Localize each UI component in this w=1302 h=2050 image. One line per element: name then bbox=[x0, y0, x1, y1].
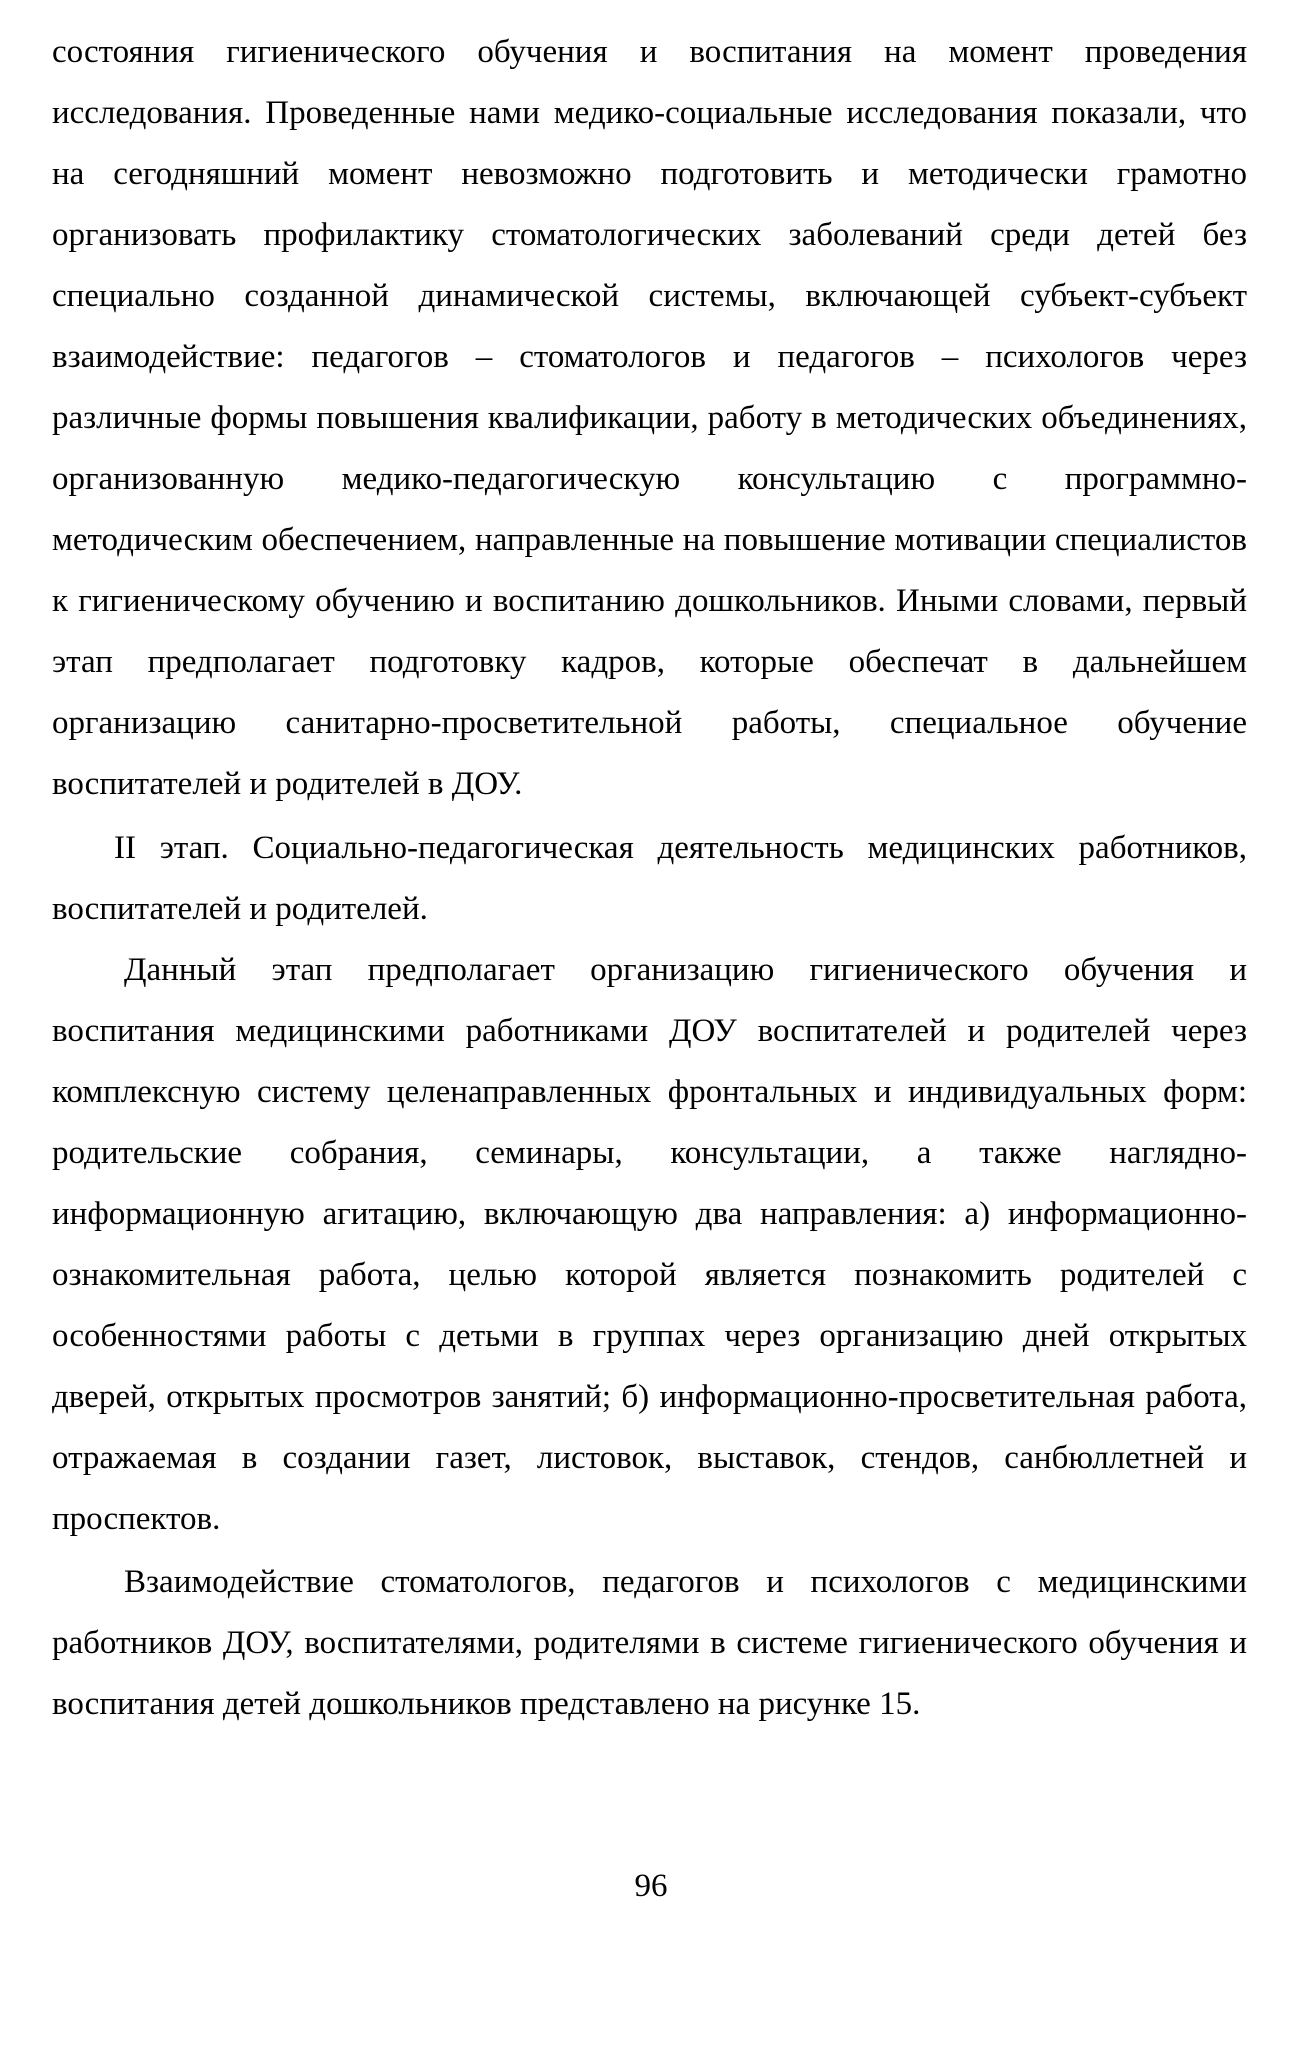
page-number: 96 bbox=[634, 1868, 668, 1904]
paragraph-continuation: состояния гигиенического обучения и воспитания на момент проведения исследования. Проведенные нами медико-социальные исследования показали, что на сегодняшний момент невозможно подготовить и методически грамотно организовать профилактику стоматологических заболеваний среди детей без специально созданной динамической системы, включающей субъект-субъект взаимодействие: педагогов – стоматологов и педагогов – психологов через различные формы повышения квалификации, работу в методических объединениях, организованную медико-педагогическую консультацию с программно-методическим обеспечением, направленные на повышение мотивации специалистов к гигиеническому обучению и воспитанию дошкольников. Иными словами, первый этап предполагает подготовку кадров, которые обеспечат в дальнейшем организацию санитарно-просветительной работы, специальное обучение воспитателей и родителей в ДОУ. bbox=[52, 34, 1247, 802]
paragraph-stage-two-description: Данный этап предполагает организацию гигиенического обучения и воспитания медицинскими работниками ДОУ воспитателей и родителей через комплексную систему целенаправленных фронтальных и индивидуальных форм: родительские собрания, семинары, консультации, а также наглядно-информационную агитацию, включающую два направления: а) информационно-ознакомительная работа, целью которой является познакомить родителей с особенностями работы с детьми в группах через организацию дней открытых дверей, открытых просмотров занятий; б) информационно-просветительная работа, отражаемая в создании газет, листовок, выставок, стендов, санбюллетней и проспектов. bbox=[52, 952, 1247, 1537]
paragraph-figure-reference: Взаимодействие стоматологов, педагогов и психологов с медицинскими работников ДОУ, воспитателями, родителями в системе гигиенического обучения и воспитания детей дошкольников представлено на рисунке 15. bbox=[52, 1564, 1247, 1722]
paragraph-stage-two-heading: II этап. Социально-педагогическая деятельность медицинских работников, воспитателей и родителей. bbox=[52, 830, 1247, 927]
